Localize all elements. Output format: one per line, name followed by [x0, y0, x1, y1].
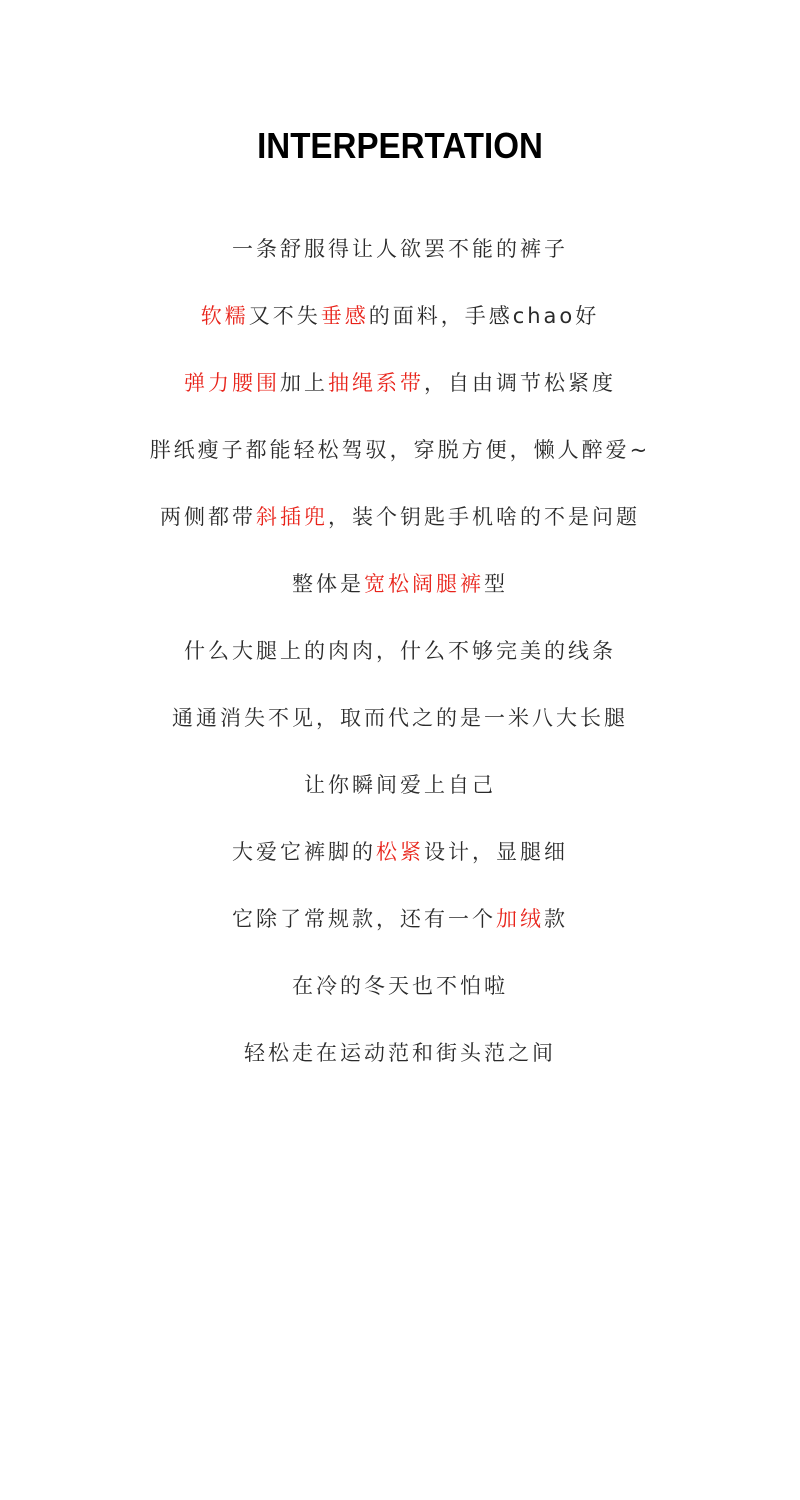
description-line — [0, 763, 800, 830]
highlight-text: 弹力腰围 — [184, 371, 280, 395]
highlight-text: 抽绳系带 — [328, 371, 424, 395]
line-text: 整体是 — [292, 572, 364, 596]
line-text: 一条舒服得让人欲罢不能的裤子 — [232, 237, 568, 261]
description-line — [0, 361, 800, 428]
description-line — [0, 495, 800, 562]
highlight-text: 松紧 — [376, 840, 424, 864]
line-text: 两侧都带 — [160, 505, 256, 529]
description-line — [0, 897, 800, 964]
line-text: 型 — [484, 572, 508, 596]
line-text: 又不失 — [248, 304, 321, 328]
line-text: 轻松走在运动范和街头范之间 — [244, 1041, 556, 1065]
description-line — [0, 428, 800, 495]
line-text: 设计，显腿细 — [424, 840, 568, 864]
line-text: 让你瞬间爱上自己 — [304, 773, 496, 797]
line-text: ，自由调节松紧度 — [424, 371, 616, 395]
line-text: 在冷的冬天也不怕啦 — [292, 974, 508, 998]
description-line — [0, 830, 800, 897]
description-lines — [0, 227, 800, 1098]
highlight-text: 宽松阔腿裤 — [364, 572, 484, 596]
line-text: 通通消失不见，取而代之的是一米八大长腿 — [172, 706, 628, 730]
line-text: ，装个钥匙手机啥的不是问题 — [328, 505, 640, 529]
line-text: 加上 — [280, 371, 328, 395]
line-text: 什么大腿上的肉肉，什么不够完美的线条 — [184, 639, 616, 663]
highlight-text: 软糯 — [200, 304, 249, 328]
highlight-text: 加绒 — [496, 907, 544, 931]
line-text: 胖纸瘦子都能轻松驾驭，穿脱方便，懒人醉爱~ — [149, 438, 651, 462]
line-text: 的面料，手感chao好 — [368, 304, 600, 328]
highlight-text: 斜插兜 — [256, 505, 328, 529]
description-line — [0, 964, 800, 1031]
line-text: 款 — [544, 907, 568, 931]
description-line — [0, 696, 800, 763]
highlight-text: 垂感 — [320, 304, 369, 328]
description-line — [0, 294, 800, 361]
line-text: 它除了常规款，还有一个 — [232, 907, 496, 931]
page-title: INTERPERTATION — [257, 125, 543, 167]
description-line — [0, 562, 800, 629]
description-line — [0, 227, 800, 294]
description-line — [0, 1031, 800, 1098]
line-text: 大爱它裤脚的 — [232, 840, 376, 864]
description-line — [0, 629, 800, 696]
